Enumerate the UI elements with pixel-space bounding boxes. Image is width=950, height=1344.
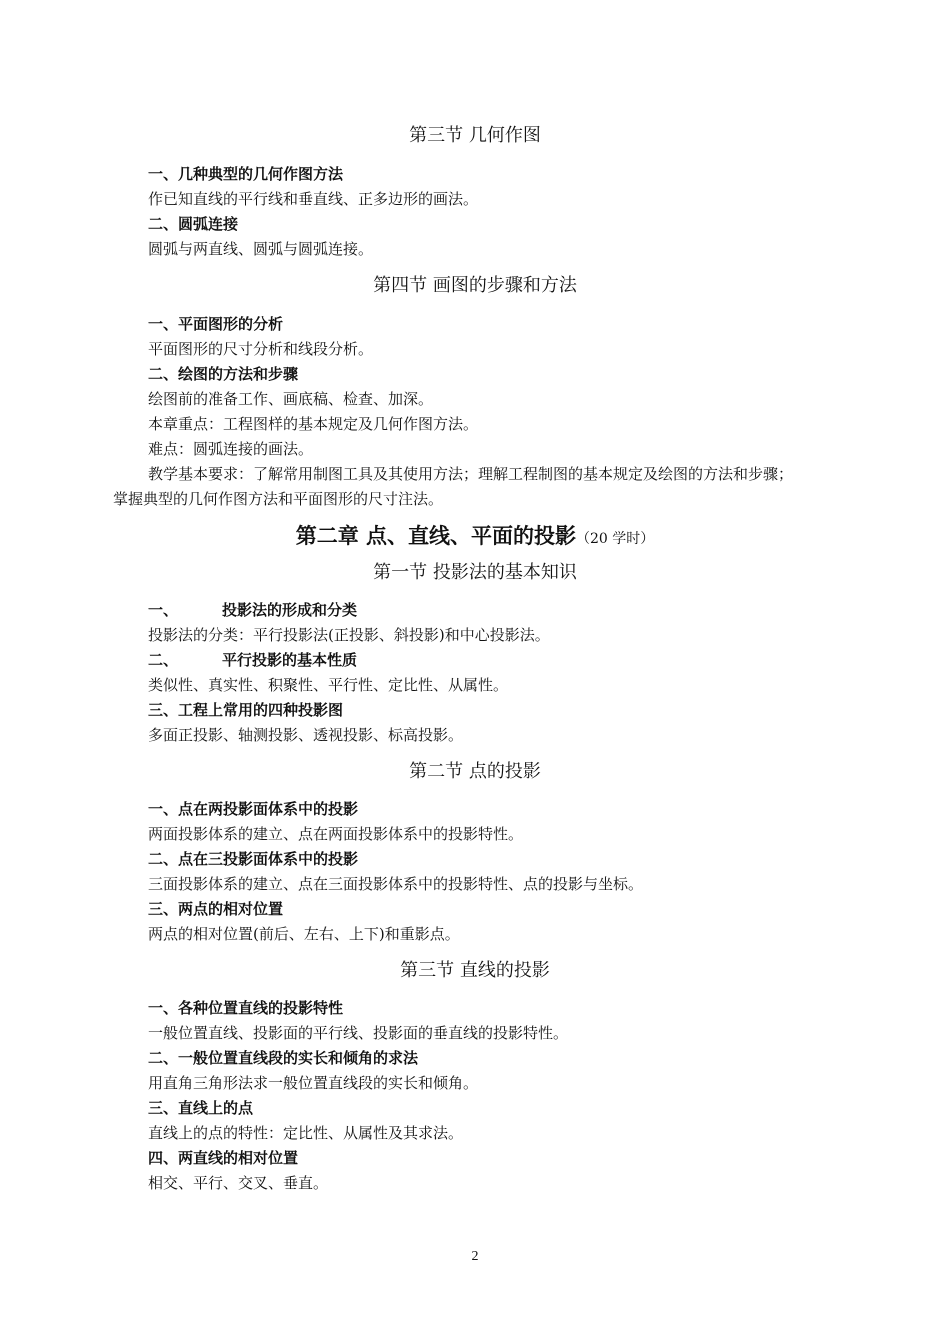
heading-number: 二、	[148, 651, 179, 669]
subsection-heading: 二、圆弧连接	[148, 215, 239, 233]
paragraph: 用直角三角形法求一般位置直线段的实长和倾角。	[148, 1074, 479, 1092]
subsection-heading	[148, 600, 357, 620]
heading-text: 平行投影的基本性质	[222, 651, 358, 669]
subsection-heading: 一、几种典型的几何作图方法	[148, 165, 344, 183]
chapter-hours: （20 学时）	[576, 531, 655, 547]
subsection-heading: 一、平面图形的分析	[148, 315, 284, 333]
chapter-title-text: 第二章 点、直线、平面的投影	[295, 524, 577, 548]
subsection-heading: 三、工程上常用的四种投影图	[148, 701, 344, 719]
paragraph: 作已知直线的平行线和垂直线、正多边形的画法。	[148, 190, 479, 208]
paragraph: 一般位置直线、投影面的平行线、投影面的垂直线的投影特性。	[148, 1024, 569, 1042]
heading-text: 投影法的形成和分类	[222, 601, 358, 619]
paragraph: 直线上的点的特性：定比性、从属性及其求法。	[148, 1124, 464, 1142]
difficulty: 难点：圆弧连接的画法。	[148, 440, 314, 458]
subsection-heading: 三、两点的相对位置	[148, 900, 284, 918]
paragraph: 平面图形的尺寸分析和线段分析。	[148, 340, 374, 358]
section-title: 第一节 投影法的基本知识	[373, 562, 577, 583]
subsection-heading: 二、一般位置直线段的实长和倾角的求法	[148, 1049, 419, 1067]
section-title: 第三节 直线的投影	[400, 960, 550, 981]
key-points: 本章重点：工程图样的基本规定及几何作图方法。	[148, 415, 479, 433]
heading-number: 一、	[148, 601, 179, 619]
paragraph: 绘图前的准备工作、画底稿、检查、加深。	[148, 390, 434, 408]
subsection-heading: 三、直线上的点	[148, 1099, 254, 1117]
paragraph: 两点的相对位置(前后、左右、上下)和重影点。	[148, 925, 460, 943]
chapter-title	[0, 522, 950, 553]
section-title: 第二节 点的投影	[409, 761, 541, 782]
paragraph: 三面投影体系的建立、点在三面投影体系中的投影特性、点的投影与坐标。	[148, 875, 644, 893]
subsection-heading: 一、各种位置直线的投影特性	[148, 999, 344, 1017]
subsection-heading: 四、两直线的相对位置	[148, 1149, 299, 1167]
paragraph: 投影法的分类：平行投影法(正投影、斜投影)和中心投影法。	[148, 626, 550, 644]
requirements-line-2: 掌握典型的几何作图方法和平面图形的尺寸注法。	[113, 490, 444, 508]
paragraph: 圆弧与两直线、圆弧与圆弧连接。	[148, 240, 374, 258]
paragraph: 相交、平行、交叉、垂直。	[148, 1174, 329, 1192]
subsection-heading: 二、点在三投影面体系中的投影	[148, 850, 359, 868]
requirements-line-1: 教学基本要求：了解常用制图工具及其使用方法；理解工程制图的基本规定及绘图的方法和步骤；	[148, 465, 794, 483]
section-title: 第三节 几何作图	[409, 125, 541, 146]
paragraph: 类似性、真实性、积聚性、平行性、定比性、从属性。	[148, 676, 509, 694]
subsection-heading	[148, 650, 357, 670]
subsection-heading: 一、点在两投影面体系中的投影	[148, 800, 359, 818]
page-number: 2	[471, 1249, 479, 1264]
section-title: 第四节 画图的步骤和方法	[373, 275, 577, 296]
paragraph: 多面正投影、轴测投影、透视投影、标高投影。	[148, 726, 464, 744]
subsection-heading: 二、绘图的方法和步骤	[148, 365, 299, 383]
paragraph: 两面投影体系的建立、点在两面投影体系中的投影特性。	[148, 825, 524, 843]
